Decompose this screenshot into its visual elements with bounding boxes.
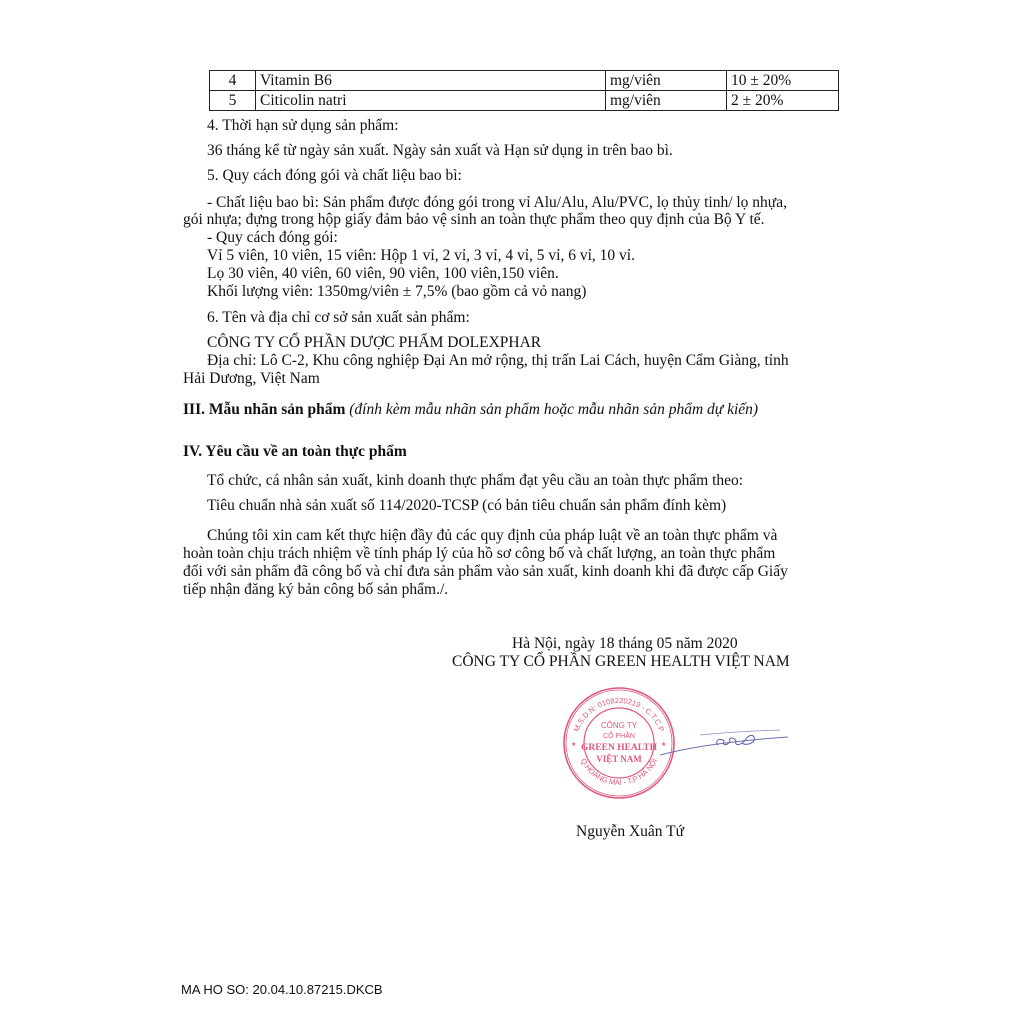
- record-code: MA HO SO: 20.04.10.87215.DKCB: [181, 982, 383, 997]
- svg-text:Q.HOÀNG MAI - T.P HÀ NỘI: Q.HOÀNG MAI - T.P HÀ NỘI: [578, 756, 660, 787]
- section5-material-line1: - Chất liệu bao bì: Sản phẩm được đóng gói trong vỉ Alu/Alu, Alu/PVC, lọ thủy tinh/ lọ nhựa,: [207, 194, 787, 211]
- commitment-line4: tiếp nhận đăng ký bản công bố sản phẩm./.: [183, 581, 449, 598]
- ingredient-unit: mg/viên: [606, 91, 727, 111]
- svg-text:CÔNG TY: CÔNG TY: [600, 721, 638, 730]
- section6-heading: 6. Tên và địa chỉ cơ sở sản xuất sản phẩm:: [207, 309, 470, 326]
- signature-icon: [660, 715, 790, 765]
- ingredient-value: 2 ± 20%: [727, 91, 839, 111]
- section5-heading: 5. Quy cách đóng gói và chất liệu bao bì:: [207, 167, 462, 184]
- svg-text:VIỆT NAM: VIỆT NAM: [596, 754, 642, 764]
- ingredient-name: Citicolin natri: [256, 91, 606, 111]
- svg-text:M.S.D.N: 0108220219 - C.T.C.P: M.S.D.N: 0108220219 - C.T.C.P: [571, 695, 667, 733]
- company-stamp-icon: [562, 686, 676, 800]
- section5-packing-label: - Quy cách đóng gói:: [207, 229, 338, 246]
- ingredient-value: 10 ± 20%: [727, 71, 839, 91]
- table-row: [210, 91, 839, 111]
- ingredient-name: Vitamin B6: [256, 71, 606, 91]
- section5-packing-blister: Vỉ 5 viên, 10 viên, 15 viên: Hộp 1 vỉ, 2 vỉ, 3 vỉ, 4 vỉ, 5 vỉ, 6 vỉ, 10 vỉ.: [207, 247, 635, 264]
- row-number: 5: [210, 91, 256, 111]
- section5-packing-bottle: Lọ 30 viên, 40 viên, 60 viên, 90 viên, 100 viên,150 viên.: [207, 265, 559, 282]
- commitment-line3: đối với sản phẩm đã công bố và chỉ đưa sản phẩm vào sản xuất, kinh doanh khi đã được cấp Giấy: [183, 563, 788, 580]
- section-iv-line2: Tiêu chuẩn nhà sản xuất số 114/2020-TCSP (có bản tiêu chuẩn sản phẩm đính kèm): [207, 497, 727, 514]
- table-row: [210, 71, 839, 91]
- manufacturer-name: CÔNG TY CỔ PHẦN DƯỢC PHẨM DOLEXPHAR: [207, 334, 542, 351]
- section-iii-title: [183, 401, 758, 419]
- section5-material-line2: gói nhựa; đựng trong hộp giấy đảm bảo vệ sinh an toàn thực phẩm theo quy định của Bộ Y tế.: [183, 211, 765, 228]
- section4-heading: 4. Thời hạn sử dụng sản phẩm:: [207, 117, 399, 134]
- svg-text:CỔ PHẦN: CỔ PHẦN: [603, 733, 635, 740]
- ingredient-unit: mg/viên: [606, 71, 727, 91]
- signing-company: CÔNG TY CỔ PHẦN GREEN HEALTH VIỆT NAM: [452, 653, 790, 670]
- svg-text:★: ★: [571, 742, 577, 748]
- section-iv-line1: Tổ chức, cá nhân sản xuất, kinh doanh thực phẩm đạt yêu cầu an toàn thực phẩm theo:: [207, 472, 744, 489]
- manufacturer-address-line1: Địa chỉ: Lô C-2, Khu công nghiệp Đại An mở rộng, thị trấn Lai Cách, huyện Cẩm Giàng, tỉnh: [207, 352, 789, 369]
- section-iii-heading: III. Mẫu nhãn sản phẩm: [183, 401, 346, 418]
- commitment-line1: Chúng tôi xin cam kết thực hiện đầy đủ các quy định của pháp luật về an toàn thực phẩm và: [207, 527, 778, 544]
- section4-body: 36 tháng kể từ ngày sản xuất. Ngày sản xuất và Hạn sử dụng in trên bao bì.: [207, 142, 673, 159]
- svg-text:GREEN HEALTH: GREEN HEALTH: [581, 743, 657, 753]
- section-iii-note: (đính kèm mẫu nhãn sản phẩm hoặc mẫu nhãn sản phẩm dự kiến): [349, 401, 759, 418]
- manufacturer-address-line2: Hải Dương, Việt Nam: [183, 370, 320, 387]
- commitment-line2: hoàn toàn chịu trách nhiệm về tính pháp lý của hồ sơ công bố và chất lượng, an toàn thực phẩm: [183, 545, 776, 562]
- ingredient-table: [209, 70, 839, 111]
- section5-weight: Khối lượng viên: 1350mg/viên ± 7,5% (bao gồm cả vỏ nang): [207, 283, 587, 300]
- section-iv-heading: IV. Yêu cầu về an toàn thực phẩm: [183, 443, 407, 460]
- place-date: Hà Nội, ngày 18 tháng 05 năm 2020: [512, 635, 738, 652]
- signer-name: Nguyễn Xuân Tứ: [576, 823, 684, 840]
- svg-text:★: ★: [661, 742, 667, 748]
- row-number: 4: [210, 71, 256, 91]
